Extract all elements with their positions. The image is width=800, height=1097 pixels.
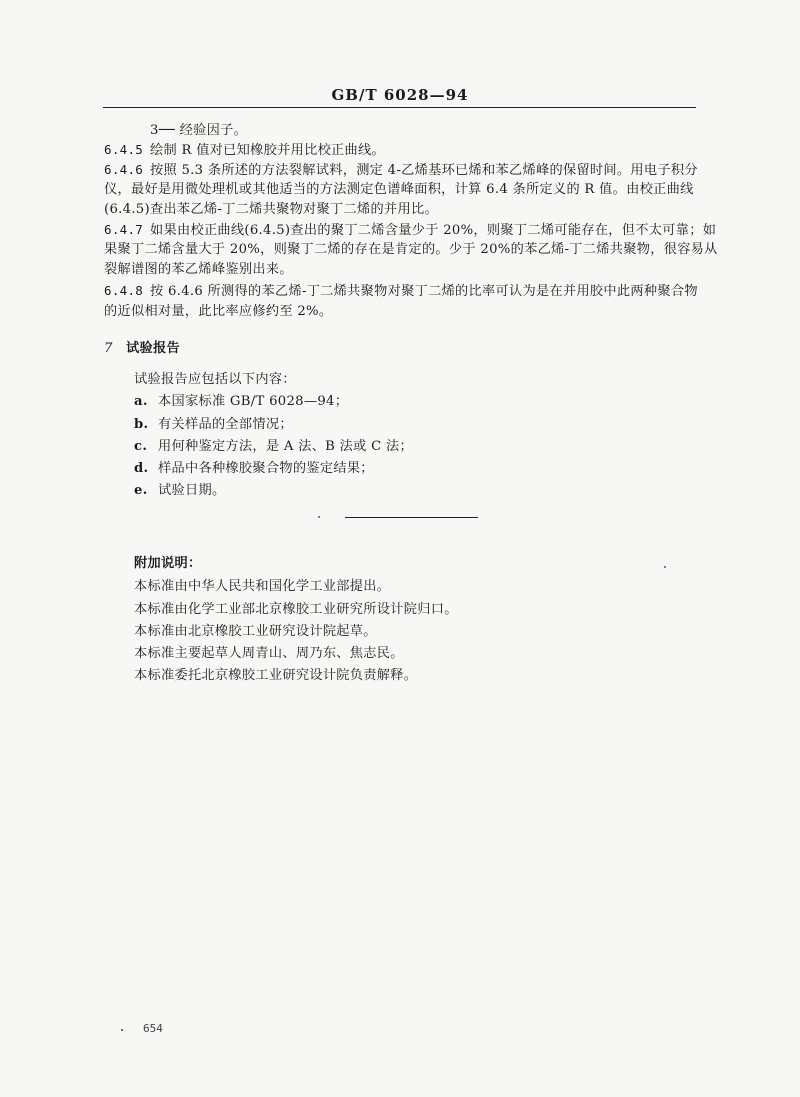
list-item-text: 试验日期。 [158,483,226,498]
page-number: 654 [143,1022,163,1035]
clause-text-line: 果聚丁二烯含量大于 20%，则聚丁二烯的存在是肯定的。少于 20%的苯乙烯-丁二烯共聚物，很容易从 [104,242,718,257]
clause-text-line: 如果由校正曲线(6.4.5)查出的聚丁二烯含量少于 20%，则聚丁二烯可能存在，但不太可靠；如 [150,223,717,238]
list-marker: b. [134,417,149,432]
clause-6-4-7 [104,220,716,241]
scan-speck [664,566,666,568]
clause-text-line: (6.4.5)查出苯乙烯-丁二烯共聚物对聚丁二烯的并用比。 [104,202,438,217]
clause-text-line: 裂解谱图的苯乙烯峰鉴别出来。 [104,262,293,277]
section-number: 7 [104,341,113,356]
notes-line: 本标准由中华人民共和国化学工业部提出。 [134,579,391,594]
header-rule [103,107,696,108]
list-marker: a. [134,394,148,409]
clause-text-line: 按照 5.3 条所述的方法裂解试料，测定 4-乙烯基环已烯和苯乙烯峰的保留时间。用电子积分 [150,163,698,178]
clause-text-line: 的近似相对量，此比率应修约至 2%。 [104,304,333,319]
notes-line: 本标准主要起草人周青山、周乃东、焦志民。 [134,646,404,661]
clause-number: 6.4.8 [104,283,144,298]
notes-line: 本标准由化学工业部北京橡胶工业研究所设计院归口。 [134,602,458,617]
clause-text-line: 按 6.4.6 所测得的苯乙烯-丁二烯共聚物对聚丁二烯的比率可认为是在并用胶中此两种聚合物 [150,284,698,299]
clause-number: 6.4.6 [104,162,144,177]
clause-number: 6.4.5 [104,142,144,157]
clause-6-4-5 [104,140,385,161]
clause-6-4-8 [104,281,698,302]
notes-line: 本标准委托北京橡胶工业研究设计院负责解释。 [134,668,418,683]
report-intro: 试验报告应包括以下内容： [134,372,296,387]
factor-item-3: 3── 经验因子。 [150,123,248,138]
section-7-heading [104,339,180,359]
list-item [134,415,293,435]
list-item [134,459,374,479]
notes-line: 本标准由北京橡胶工业研究设计院起草。 [134,624,377,639]
list-marker: d. [134,461,149,476]
list-item [134,392,348,412]
list-marker: e. [134,483,148,498]
list-item [134,437,413,457]
scan-speck [121,1029,123,1031]
standard-code-header: GB/T 6028—94 [331,86,469,104]
clause-6-4-6 [104,160,698,181]
clause-number: 6.4.7 [104,222,144,237]
notes-heading: 附加说明： [134,556,202,571]
list-marker: c. [134,439,148,454]
scan-speck [318,516,320,518]
list-item-text: 有关样品的全部情况； [158,417,293,432]
list-item-text: 样品中各种橡胶聚合物的鉴定结果； [158,461,374,476]
list-item-text: 本国家标准 GB/T 6028—94； [158,394,349,409]
list-item-text: 用何种鉴定方法，是 A 法、B 法或 C 法； [158,439,413,454]
list-item [134,481,225,501]
clause-text-line: 仪，最好是用微处理机或其他适当的方法测定色谱峰面积，计算 6.4 条所定义的 R 值。由校正曲线 [104,182,694,197]
section-title: 试验报告 [126,341,180,356]
section-end-rule [345,517,478,518]
clause-text-line: 绘制 R 值对已知橡胶并用比校正曲线。 [150,143,386,158]
